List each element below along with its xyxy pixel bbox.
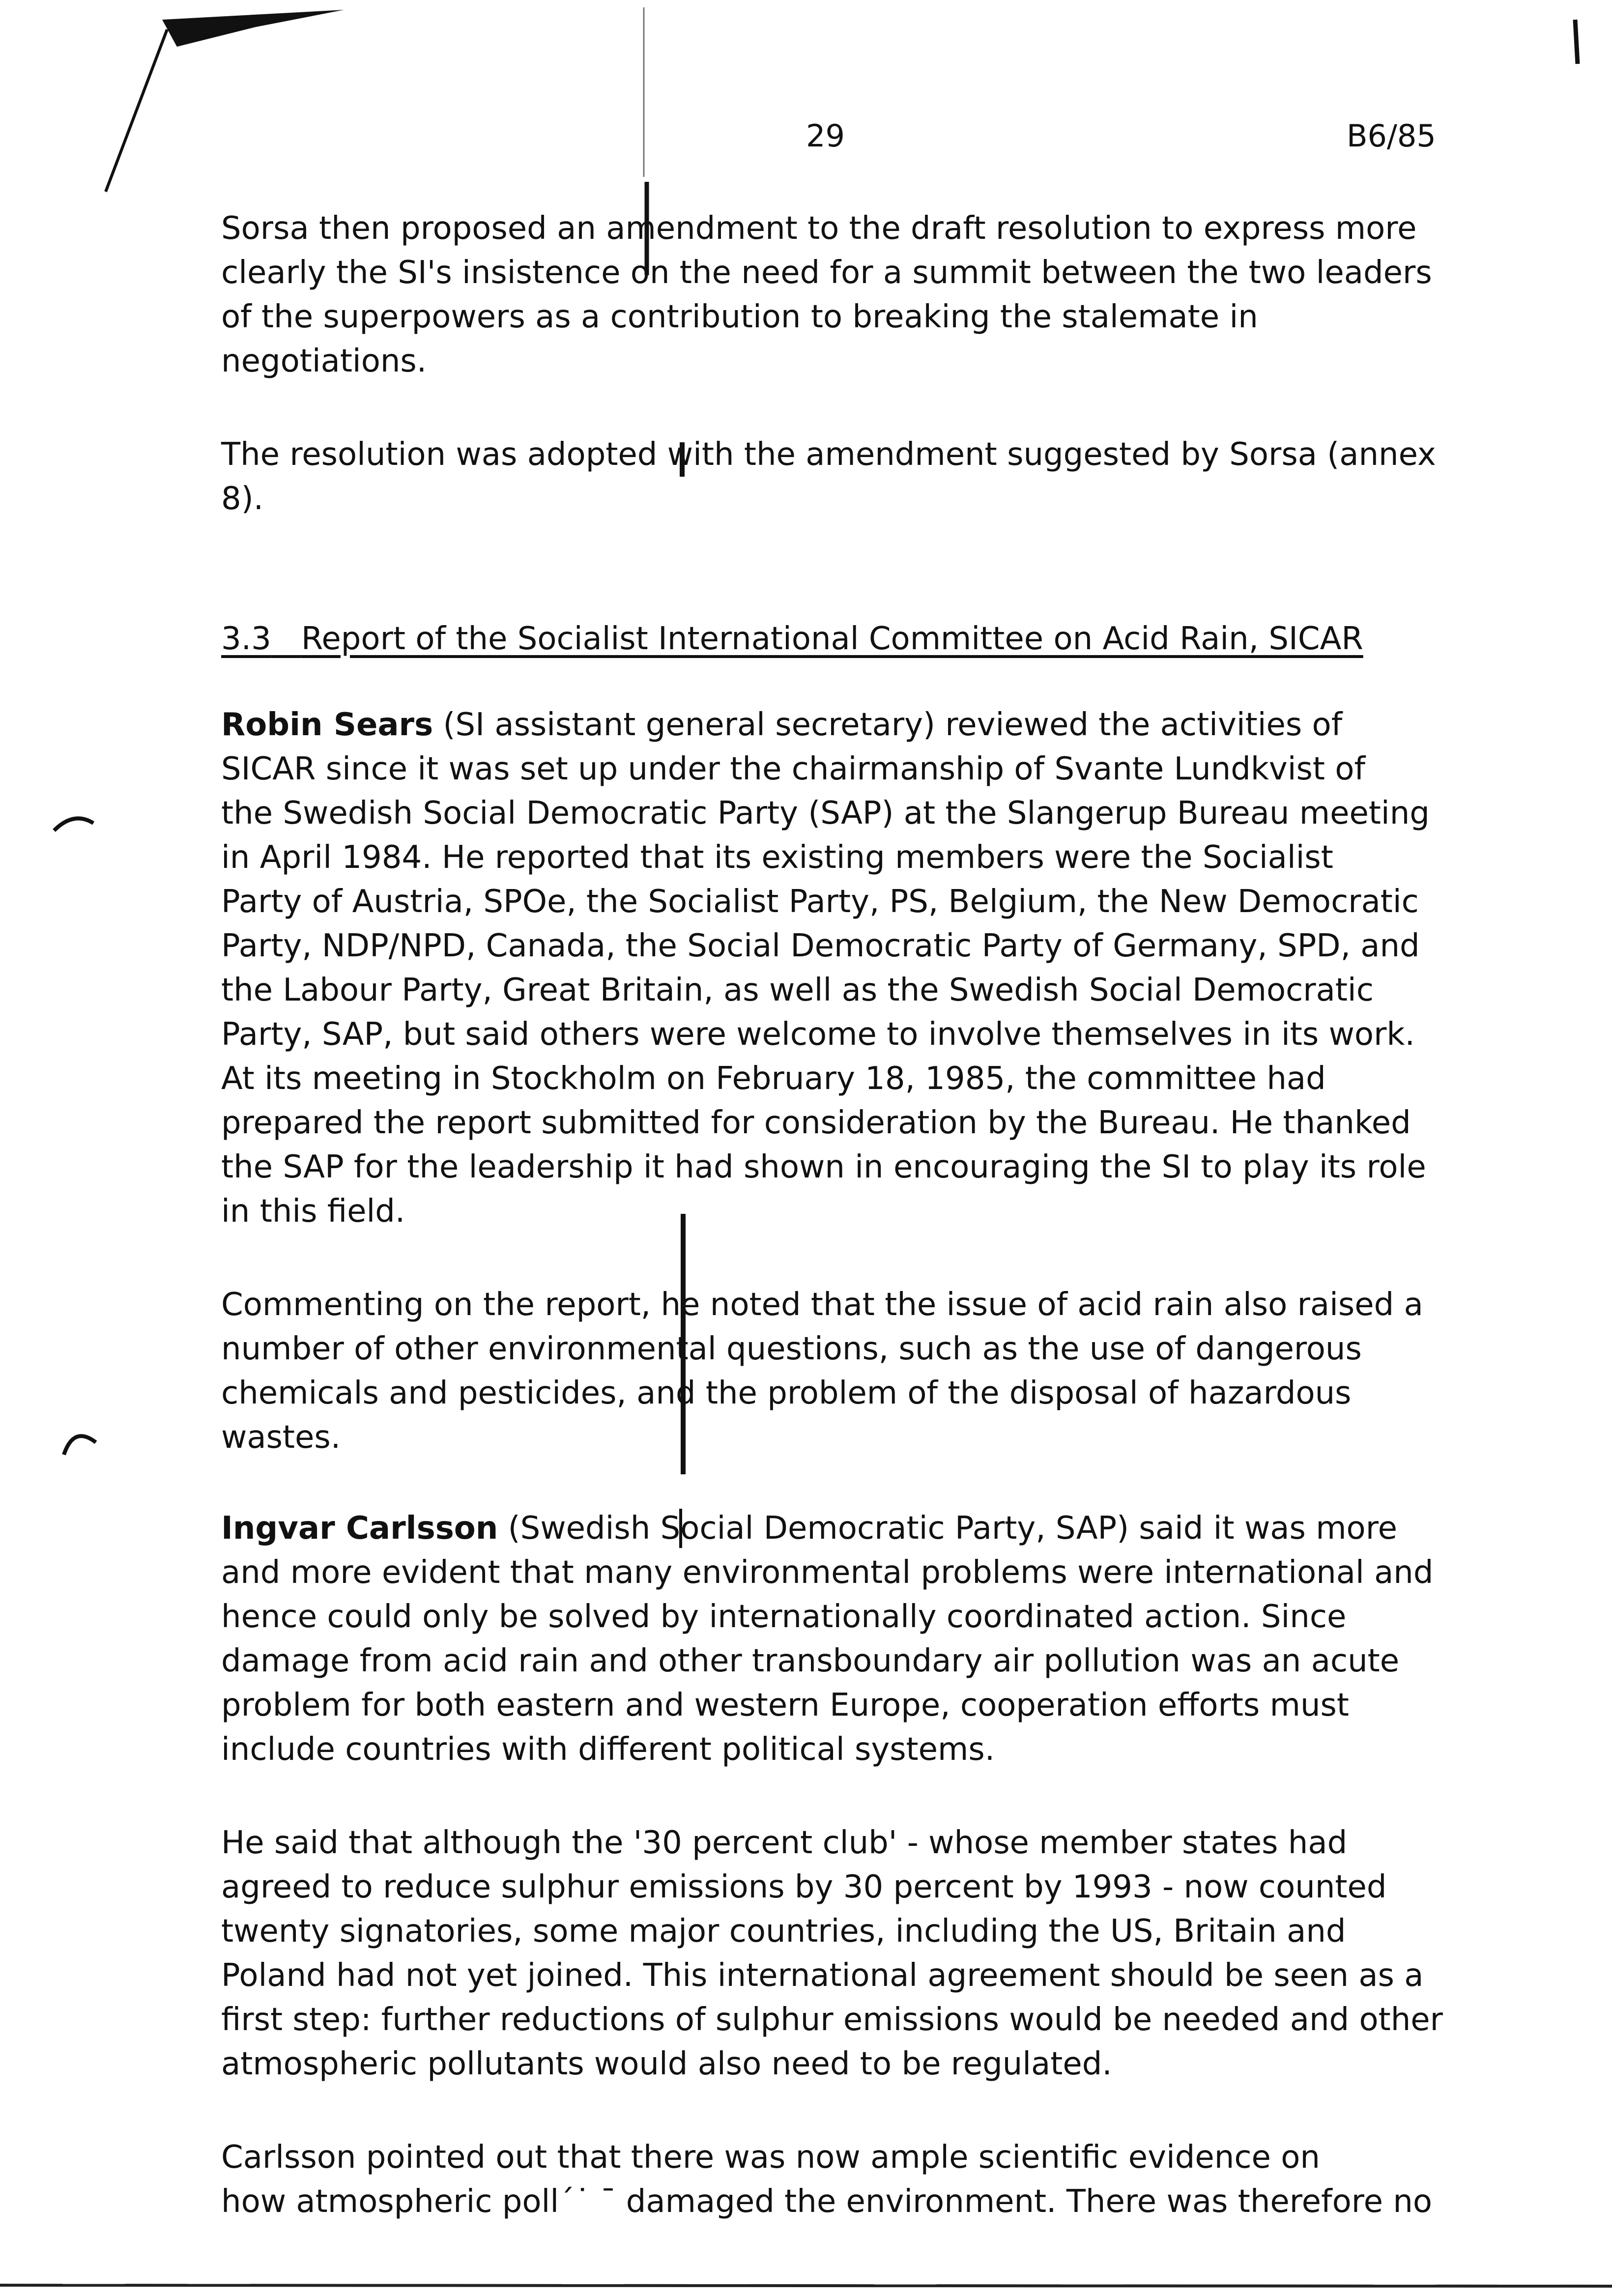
speaker-name: Robin Sears: [221, 707, 433, 743]
paragraph-amendment: Sorsa then proposed an amendment to the draft resolution to express more clearly the SI's insistence on the need for a summit between the two leaders of the superpowers as a contribution to breaking the stalemate in negotiations.: [221, 210, 1432, 379]
corner-fold-mark: [162, 10, 344, 47]
paragraph-carlsson-evidence: Carlsson pointed out that there was now ample scientific evidence on how atmospheric poll´˙ ˉ damaged the environment. There was therefore no: [221, 2139, 1433, 2220]
hole-punch-arc-2: [64, 1436, 96, 1455]
document-reference: B6/85: [1347, 118, 1436, 154]
bottom-edge-line: [0, 2285, 1612, 2286]
paragraph-resolution-adopted: The resolution was adopted with the amendment suggested by Sorsa (annex 8).: [221, 436, 1436, 517]
paragraph-commenting: Commenting on the report, he noted that the issue of acid rain also raised a number of other environmental questions, such as the use of dangerous chemicals and pesticides, and the problem of the disposal of hazardous wastes.: [221, 1287, 1423, 1456]
paragraph-thirty-percent-club: He said that although the '30 percent club' - whose member states had agreed to reduce sulphur emissions by 30 percent by 1993 - now counted twenty signatories, some major countries, including the US, Britain and Poland had not yet joined. This international agreement should be seen as a first step: further reductions of sulphur emissions would be needed and other atmospheric pollutants would also need to be regulated.: [221, 1825, 1443, 2082]
section-heading: [221, 617, 1479, 661]
corner-slash-mark: [106, 29, 167, 192]
paragraph-text: (SI assistant general secretary) reviewed the activities of SICAR since it was set up under the chairmanship of Svante Lundkvist of the Swedish Social Democratic Party (SAP) at the Slangerup Bureau meeting in April 1984. He reported that its existing members were the Socialist Party of Austria, SPOe, the Socialist Party, PS, Belgium, the New Democratic Party, NDP/NPD, Canada, the Social Democratic Party of Germany, SPD, and the Labour Party, Great Britain, as well as the Swedish Social Democratic Party, SAP, but said others were welcome to involve themselves in its work. At its meeting in Stockholm on February 18, 1985, the committee had prepared the report submitted for consideration by the Bureau. He thanked the SAP for the leadership it had shown in encouraging the SI to play its role in this field.: [221, 707, 1430, 1230]
paragraph-ingvar-carlsson: [221, 1506, 1479, 1772]
page-number: 29: [806, 118, 845, 154]
speaker-name: Ingvar Carlsson: [221, 1510, 498, 1547]
hole-punch-arc-1: [54, 818, 93, 831]
paragraph-text: (Swedish Social Democratic Party, SAP) said it was more and more evident that many environmental problems were international and hence could only be solved by internationally coordinated action. Since damage from acid rain and other transboundary air pollution was an acute problem for both eastern and western Europe, cooperation efforts must include countries with different political systems.: [221, 1510, 1434, 1768]
paragraph-robin-sears: [221, 703, 1479, 1234]
right-edge-mark: [1575, 20, 1578, 64]
section-title: Report of the Socialist International Committee on Acid Rain, SICAR: [301, 621, 1363, 657]
section-number: 3.3: [221, 621, 271, 657]
